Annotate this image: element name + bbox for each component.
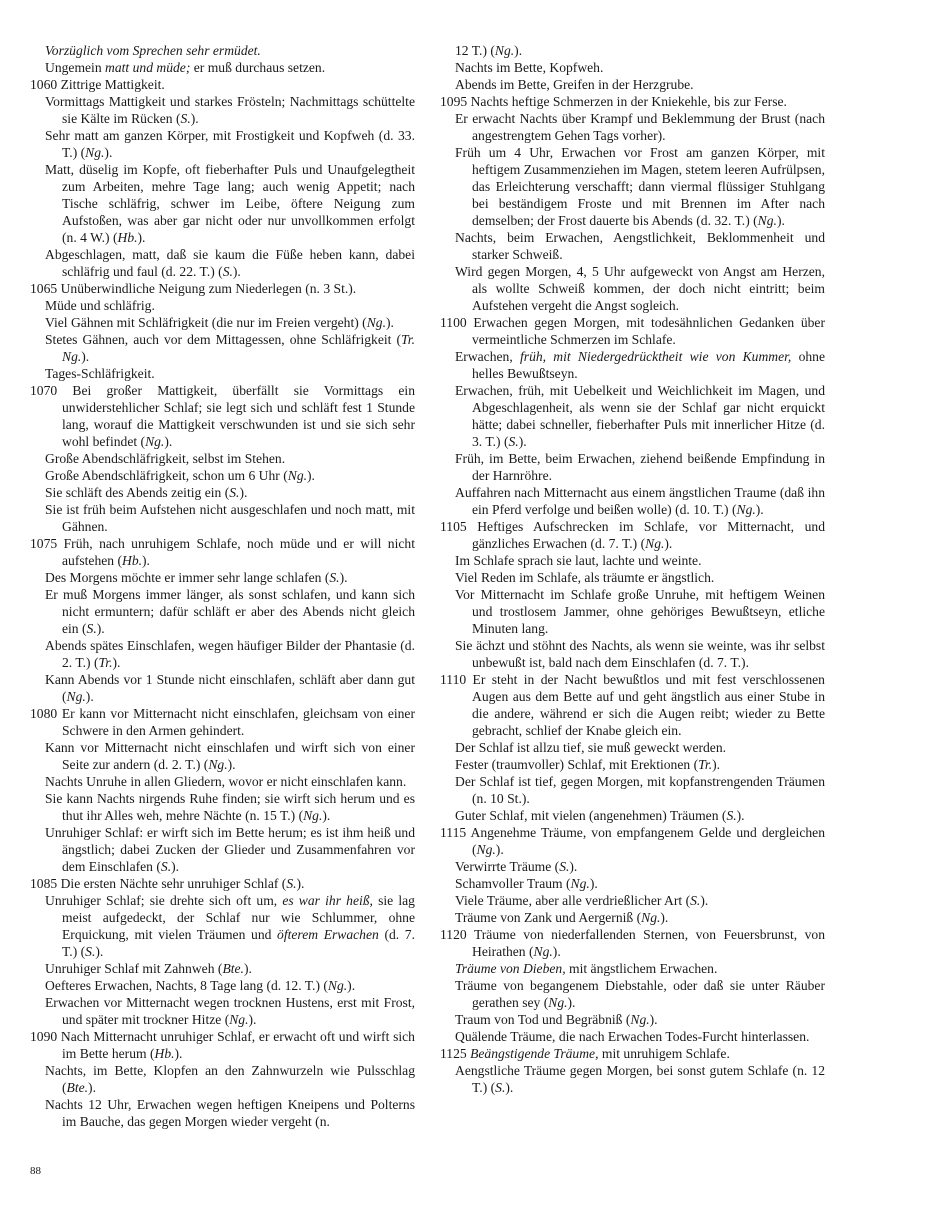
- symptom-entry: [30, 76, 415, 93]
- entry-text-italic: Ng.: [757, 213, 777, 228]
- entry-text: Wird gegen Morgen, 4, 5 Uhr aufgeweckt von Angst am Herzen, als wollte Schweiß kommen, der doch nicht eintritt; beim Aufstehen vergeht die Angst sogleich.: [455, 264, 825, 313]
- entry-text-italic: S.: [286, 876, 297, 891]
- entry-text: Traum von Tod und Begräbniß (: [455, 1012, 631, 1027]
- entry-text-italic: Ng.: [645, 536, 665, 551]
- symptom-entry: [440, 739, 825, 756]
- symptom-entry: [30, 994, 415, 1028]
- entry-text: Ungemein: [45, 60, 106, 75]
- symptom-entry: [440, 824, 825, 858]
- entry-text: Vor Mitternacht im Schlafe große Unruhe, mit heftigem Weinen und trostlosem Jammer, ohne gehöriges Bewußtseyn, etliche Minuten lang.: [455, 587, 825, 636]
- entry-text: ).: [142, 553, 150, 568]
- symptom-entry: [30, 875, 415, 892]
- symptom-entry: [30, 705, 415, 739]
- entry-text: ohne helles Bewußtseyn.: [472, 349, 826, 381]
- entry-text: Große Abendschläfrigkeit, selbst im Stehen.: [45, 451, 286, 466]
- entry-text-italic: S.: [222, 264, 233, 279]
- symptom-entry: [30, 535, 415, 569]
- entry-text: 12 T.) (: [455, 43, 495, 58]
- entry-text: Aengstliche Träume gegen Morgen, bei sonst gutem Schlafe (n. 12 T.) (: [455, 1063, 825, 1095]
- entry-text: ).: [232, 264, 241, 279]
- symptom-entry: [440, 382, 825, 450]
- symptom-entry: [440, 144, 825, 229]
- entry-text: Unüberwindliche Neigung zum Niederlegen (n. 3 St.).: [60, 281, 357, 296]
- symptom-entry: [30, 977, 415, 994]
- entry-text: Nachts, im Bette, Klopfen an den Zahnwurzeln wie Pulsschlag (: [45, 1063, 415, 1095]
- entry-text: Matt, düselig im Kopfe, oft fieberhafter Puls und Unaufgelegtheit zum Arbeiten, mehre Tage lang; auch wenig Appetit; nach Tische schläfrig, schwer im Leibe, öftere Neigung zum Aufstoßen, was aber gar nicht oder nur unvollkommen erfolgt (n. 4 W.) (: [45, 162, 415, 245]
- symptom-entry: [30, 42, 415, 59]
- entry-number: 1100: [440, 315, 467, 330]
- symptom-entry: [440, 756, 825, 773]
- entry-number: 1075: [30, 536, 58, 551]
- entry-text: Die ersten Nächte sehr unruhiger Schlaf (: [60, 876, 287, 891]
- entry-text: Im Schlafe sprach sie laut, lachte und weinte.: [455, 553, 702, 568]
- entry-number: 1085: [30, 876, 58, 891]
- entry-text-italic: früh, mit Niedergedrücktheit wie von Kummer,: [520, 349, 792, 364]
- symptom-entry: [30, 501, 415, 535]
- entry-text: Nach Mitternacht unruhiger Schlaf, er erwacht oft und wirft sich im Bette herum (: [60, 1029, 415, 1061]
- symptom-entry: [440, 807, 825, 824]
- entry-text: Nachts im Bette, Kopfweh.: [455, 60, 604, 75]
- symptom-entry: [30, 450, 415, 467]
- entry-text: Abgeschlagen, matt, daß sie kaum die Füße heben kann, dabei schläfrig und faul (d. 22. T.) (: [45, 247, 415, 279]
- symptom-entry: [440, 960, 825, 977]
- entry-text: ).: [88, 1080, 96, 1095]
- entry-text: mit ängstlichem Erwachen.: [565, 961, 718, 976]
- entry-text: ).: [736, 808, 745, 823]
- entry-number: 1095: [440, 94, 468, 109]
- entry-text: Nachts, beim Erwachen, Aengstlichkeit, Beklommenheit und starker Schweiß.: [455, 230, 825, 262]
- entry-text-italic: Ng.: [641, 910, 661, 925]
- entry-text: ).: [307, 468, 315, 483]
- entry-text: Nachts 12 Uhr, Erwachen wegen heftigen Kneipens und Polterns im Bauche, das gegen Morgen wieder vergeht (n.: [45, 1097, 415, 1129]
- entry-text-italic: S.: [85, 944, 96, 959]
- symptom-entry: [440, 484, 825, 518]
- entry-text: Kann vor Mitternacht nicht einschlafen und wirft sich von einer Seite zur andern (d. 2. T.) (: [45, 740, 415, 772]
- entry-text: Des Morgens möchte er immer sehr lange schlafen (: [45, 570, 330, 585]
- entry-text-italic: es war ihr heiß,: [282, 893, 373, 908]
- entry-text: ).: [712, 757, 721, 772]
- entry-text: ).: [164, 434, 173, 449]
- page-number: 88: [30, 1165, 41, 1177]
- entry-text-italic: öfterem Erwachen: [277, 927, 379, 942]
- entry-text: ).: [104, 145, 113, 160]
- symptom-entry: [30, 1028, 415, 1062]
- entry-text: ).: [248, 1012, 257, 1027]
- entry-text: (d. 7. T.) (: [62, 927, 416, 959]
- entry-text: Viel Gähnen mit Schläfrigkeit (die nur im Freien vergeht) (: [45, 315, 367, 330]
- entry-text: Er muß Morgens immer länger, als sonst schlafen, und kann sich nicht ermuntern; dafür schläft er aber des Abends nicht gleich ein (: [45, 587, 415, 636]
- entry-text: Müde und schläfrig.: [45, 298, 155, 313]
- entry-text-italic: Ng.: [145, 434, 165, 449]
- entry-number: 1125: [440, 1046, 467, 1061]
- symptom-entry: [30, 161, 415, 246]
- symptom-entry: [30, 59, 415, 76]
- entry-text: ).: [569, 859, 578, 874]
- entry-text: ).: [174, 1046, 183, 1061]
- entry-text: Oefteres Erwachen, Nachts, 8 Tage lang (d. 12. T.) (: [45, 978, 328, 993]
- entry-text-italic: S.: [559, 859, 570, 874]
- entry-text-italic: Träume von Dieben,: [455, 961, 566, 976]
- entry-text-italic: Bte.: [222, 961, 244, 976]
- symptom-entry: [440, 229, 825, 263]
- entry-text-italic: matt und müde;: [105, 60, 191, 75]
- entry-text-italic: Ng.: [548, 995, 568, 1010]
- entry-text: Sehr matt am ganzen Körper, mit Frostigkeit und Kopfweh (d. 33. T.) (: [45, 128, 415, 160]
- entry-text-italic: Ng.: [570, 876, 590, 891]
- entry-text-italic: Ng.: [630, 1012, 650, 1027]
- symptom-entry: [440, 569, 825, 586]
- symptom-entry: [440, 110, 825, 144]
- entry-text: Heftiges Aufschrecken im Schlafe, vor Mitternacht, und gänzliches Erwachen (d. 7. T.) (: [472, 519, 825, 551]
- entry-text-italic: S.: [160, 859, 172, 874]
- entry-text-italic: Ng.: [66, 689, 86, 704]
- entry-text-italic: Ng.: [85, 145, 105, 160]
- symptom-entry: [440, 42, 825, 59]
- entry-text: ).: [660, 910, 669, 925]
- entry-text: ).: [664, 536, 673, 551]
- entry-text: Stetes Gähnen, auch vor dem Mittagessen, ohne Schläfrigkeit (: [45, 332, 401, 347]
- entry-text-italic: Ng.: [208, 757, 228, 772]
- symptom-entry: [440, 76, 825, 93]
- symptom-entry: [30, 586, 415, 637]
- entry-text: ).: [190, 111, 199, 126]
- symptom-entry: [440, 552, 825, 569]
- symptom-entry: [30, 467, 415, 484]
- entry-text: Nachts Unruhe in allen Gliedern, wovor er nicht einschlafen kann.: [45, 774, 407, 789]
- entry-text-italic: Bte.: [66, 1080, 89, 1095]
- entry-text: Unruhiger Schlaf; sie drehte sich oft um,: [45, 893, 283, 908]
- entry-text: Schamvoller Traum (: [455, 876, 571, 891]
- symptom-entry: [30, 297, 415, 314]
- entry-text: ).: [85, 689, 94, 704]
- entry-text: Erwachen, früh, mit Uebelkeit und Weichlichkeit im Magen, und Abgeschlagenheit, als wenn sie der Schlaf gar nicht erquickt hätte; dabei schneller, fieberhafter Puls mit innerlicher Hitze (d. 3. T.) (: [455, 383, 825, 449]
- entry-text-italic: S.: [229, 485, 240, 500]
- entry-text: Kann Abends vor 1 Stunde nicht einschlafen, schläft aber dann gut (: [45, 672, 415, 704]
- entry-text: ).: [518, 434, 527, 449]
- symptom-entry: [440, 909, 825, 926]
- entry-text: Unruhiger Schlaf: er wirft sich im Bette herum; es ist ihm heiß und ängstlich; dabei Zucken der Glieder und Zusammenfahren vor dem Einschlafen (: [45, 825, 415, 874]
- symptom-entry: [440, 314, 825, 348]
- entry-text: ).: [505, 1080, 514, 1095]
- symptom-entry: [30, 1062, 415, 1096]
- entry-text: ).: [700, 893, 709, 908]
- entry-text: ).: [514, 43, 523, 58]
- symptom-entry: [440, 637, 825, 671]
- symptom-entry: [440, 263, 825, 314]
- entry-text: Träume von niederfallenden Sternen, von Feuersbrunst, von Heirathen (: [472, 927, 826, 959]
- entry-text-italic: Ng.: [287, 468, 308, 483]
- symptom-entry: [440, 1028, 825, 1045]
- symptom-entry: [440, 875, 825, 892]
- entry-text: ).: [137, 230, 146, 245]
- entry-text: Viel Reden im Schlafe, als träumte er ängstlich.: [455, 570, 715, 585]
- entry-text: ).: [239, 485, 248, 500]
- entry-text: ).: [552, 944, 561, 959]
- entry-text: ).: [347, 978, 356, 993]
- entry-text: Erwachen vor Mitternacht wegen trocknen Hustens, erst mit Frost, und später mit trockner Hitze (: [45, 995, 415, 1027]
- symptom-entry: [30, 365, 415, 382]
- entry-text: ).: [339, 570, 348, 585]
- entry-number: 1070: [30, 383, 58, 398]
- entry-text: ).: [495, 842, 504, 857]
- entry-text: Fester (traumvoller) Schlaf, mit Erektionen (: [455, 757, 699, 772]
- entry-text: ).: [776, 213, 785, 228]
- symptom-entry: [30, 790, 415, 824]
- symptom-entry: [440, 1062, 825, 1096]
- entry-number: 1080: [30, 706, 58, 721]
- entry-text-italic: Hb.: [122, 553, 143, 568]
- entry-text-italic: Ng.: [533, 944, 553, 959]
- entry-text: ).: [755, 502, 764, 517]
- symptom-entry: [440, 586, 825, 637]
- entry-text-italic: S.: [86, 621, 97, 636]
- entry-text: Sie ächzt und stöhnt des Nachts, als wenn sie weinte, was ihr selbst unbewußt ist, bald nach dem Einschlafen (d. 7. T.).: [455, 638, 825, 670]
- entry-text: Vormittags Mattigkeit und starkes Frösteln; Nachmittags schüttelte sie Kälte im Rücken (: [45, 94, 415, 126]
- entry-text: Der Schlaf ist allzu tief, sie muß geweckt werden.: [455, 740, 727, 755]
- entry-number: 1115: [440, 825, 467, 840]
- entry-text: ).: [296, 876, 305, 891]
- entry-text: Er erwacht Nachts über Krampf und Beklemmung der Brust (nach angestrengtem Gehen Tags vorher).: [455, 111, 825, 143]
- entry-text: Auffahren nach Mitternacht aus einem ängstlichen Traume (daß ihn ein Pferd verfolge und beißen wolle) (d. 10. T.) (: [455, 485, 825, 517]
- entry-text-italic: Tr. Ng.: [62, 332, 415, 364]
- entry-text: ).: [589, 876, 598, 891]
- symptom-entry: [440, 892, 825, 909]
- entry-text: Er kann vor Mitternacht nicht einschlafen, gleichsam von einer Schwere in den Armen gehindert.: [61, 706, 415, 738]
- symptom-entry: [440, 773, 825, 807]
- symptom-entry: [440, 671, 825, 739]
- symptom-entry: [30, 671, 415, 705]
- left-column: [30, 42, 415, 1130]
- entry-text: Guter Schlaf, mit vielen (angenehmen) Träumen (: [455, 808, 727, 823]
- symptom-entry: [30, 569, 415, 586]
- entry-text: ).: [243, 961, 252, 976]
- right-column: [440, 42, 825, 1096]
- entry-text-italic: Ng.: [366, 315, 386, 330]
- symptom-entry: [30, 280, 415, 297]
- symptom-entry: [30, 960, 415, 977]
- entry-text: Sie schläft des Abends zeitig ein (: [45, 485, 230, 500]
- symptom-entry: [30, 382, 415, 450]
- entry-text: Er steht in der Nacht bewußtlos und mit fest verschlossenen Augen aus dem Bette auf und geht ängstlich aus einer Stube in die andere, während er sich die Augen reibt; wieder zu Bette gebracht, schlief der Knabe gleich ein.: [472, 672, 825, 738]
- entry-text: ).: [96, 621, 105, 636]
- entry-text-italic: Hb.: [117, 230, 138, 245]
- entry-text: Unruhiger Schlaf mit Zahnweh (: [45, 961, 223, 976]
- entry-text-italic: Beängstigende Träume,: [470, 1046, 599, 1061]
- entry-text: sie lag meist aufgedeckt, der Schlaf nur wie Schlummer, ohne Erquickung, mit vielen Träumen und: [62, 893, 415, 942]
- symptom-entry: [30, 637, 415, 671]
- symptom-entry: [440, 348, 825, 382]
- symptom-entry: [440, 518, 825, 552]
- entry-text-italic: Ng.: [494, 43, 515, 58]
- entry-text-italic: Tr.: [698, 757, 713, 772]
- entry-text-italic: S.: [690, 893, 701, 908]
- entry-text: Bei großer Mattigkeit, überfällt sie Vormittags ein unwiderstehlicher Schlaf; sie legt sich und schläft fest 1 Stunde lang, worauf die Mattigkeit verschwunden ist und sie sich sehr wohl befindet (: [62, 383, 415, 449]
- entry-text: Nachts heftige Schmerzen in der Kniekehle, bis zur Ferse.: [470, 94, 787, 109]
- entry-number: 1110: [440, 672, 467, 687]
- entry-text: Erwachen,: [455, 349, 520, 364]
- entry-text-italic: Vorzüglich vom Sprechen sehr ermüdet.: [45, 43, 261, 58]
- entry-text-italic: Ng.: [476, 842, 496, 857]
- symptom-entry: [30, 1096, 415, 1130]
- entry-text: Der Schlaf ist tief, gegen Morgen, mit kopfanstrengenden Träumen (n. 10 St.).: [455, 774, 825, 806]
- symptom-entry: [440, 1011, 825, 1028]
- symptom-entry: [30, 484, 415, 501]
- symptom-entry: [440, 1045, 825, 1062]
- entry-text: Abends im Bette, Greifen in der Herzgrube.: [455, 77, 694, 92]
- entry-text: ).: [81, 349, 90, 364]
- entry-text: Erwachen gegen Morgen, mit todesähnlichen Gedanken über vermeintliche Schmerzen im Schlafe.: [472, 315, 825, 347]
- entry-text-italic: Hb.: [154, 1046, 175, 1061]
- entry-text-italic: Ng.: [327, 978, 348, 993]
- entry-text: Tages-Schläfrigkeit.: [45, 366, 155, 381]
- entry-text: ).: [385, 315, 394, 330]
- entry-text: ).: [567, 995, 576, 1010]
- symptom-entry: [30, 246, 415, 280]
- symptom-entry: [440, 59, 825, 76]
- entry-text-italic: S.: [495, 1080, 506, 1095]
- entry-text-italic: S.: [508, 434, 519, 449]
- entry-text: ).: [322, 808, 331, 823]
- entry-text: Sie ist früh beim Aufstehen nicht ausgeschlafen und noch matt, mit Gähnen.: [45, 502, 415, 534]
- entry-text: ).: [171, 859, 180, 874]
- entry-text: Sie kann Nachts nirgends Ruhe finden; sie wirft sich herum und es thut ihr Alles weh, mehre Nächte (n. 15 T.) (: [45, 791, 415, 823]
- entry-text-italic: S.: [329, 570, 340, 585]
- entry-number: 1120: [440, 927, 467, 942]
- entry-number: 1060: [30, 77, 58, 92]
- entry-text: Verwirrte Träume (: [455, 859, 560, 874]
- entry-text: ).: [112, 655, 121, 670]
- symptom-entry: [440, 450, 825, 484]
- entry-text: Angenehme Träume, von empfangenem Gelde und dergleichen (: [470, 825, 825, 857]
- entry-text-italic: S.: [726, 808, 737, 823]
- symptom-entry: [30, 331, 415, 365]
- entry-text-italic: Ng.: [736, 502, 756, 517]
- entry-text-italic: Tr.: [98, 655, 113, 670]
- entry-text: ).: [227, 757, 236, 772]
- entry-text: Abends spätes Einschlafen, wegen häufiger Bilder der Phantasie (d. 2. T.) (: [45, 638, 415, 670]
- entry-text: Träume von Zank und Aergerniß (: [455, 910, 642, 925]
- symptom-entry: [440, 926, 825, 960]
- entry-text: ).: [95, 944, 104, 959]
- entry-number: 1065: [30, 281, 58, 296]
- entry-text-italic: Ng.: [303, 808, 323, 823]
- entry-text: Zittrige Mattigkeit.: [60, 77, 165, 92]
- entry-text: Quälende Träume, die nach Erwachen Todes-Furcht hinterlassen.: [455, 1029, 810, 1044]
- symptom-entry: [440, 93, 825, 110]
- entry-text: mit unruhigem Schlafe.: [598, 1046, 730, 1061]
- entry-text: Früh um 4 Uhr, Erwachen vor Frost am ganzen Körper, mit heftigem Zusammenziehen im Magen, stetem leeren Aufrülpsen, das Erleichterung verschafft; dann viermal flüssiger Stuhlgang bei beständigem Froste und mit Brennen im After nach demselben; der Frost dauerte bis Abends (d. 32. T.) (: [455, 145, 825, 228]
- entry-text: Große Abendschläfrigkeit, schon um 6 Uhr (: [45, 468, 288, 483]
- symptom-entry: [30, 773, 415, 790]
- symptom-entry: [30, 739, 415, 773]
- entry-text: er muß durchaus setzen.: [190, 60, 326, 75]
- entry-number: 1105: [440, 519, 467, 534]
- entry-text: Früh, im Bette, beim Erwachen, ziehend beißende Empfindung in der Harnröhre.: [455, 451, 825, 483]
- symptom-entry: [30, 824, 415, 875]
- symptom-entry: [30, 127, 415, 161]
- entry-number: 1090: [30, 1029, 58, 1044]
- entry-text: Träume von begangenem Diebstahle, oder daß sie unter Räuber gerathen sey (: [455, 978, 825, 1010]
- entry-text: Viele Träume, aber alle verdrießlicher Art (: [455, 893, 691, 908]
- symptom-entry: [30, 93, 415, 127]
- entry-text: ).: [649, 1012, 658, 1027]
- symptom-entry: [30, 892, 415, 960]
- symptom-entry: [440, 858, 825, 875]
- entry-text: Früh, nach unruhigem Schlafe, noch müde und er will nicht aufstehen (: [62, 536, 415, 568]
- symptom-entry: [30, 314, 415, 331]
- entry-text-italic: S.: [180, 111, 191, 126]
- symptom-entry: [440, 977, 825, 1011]
- entry-text-italic: Ng.: [229, 1012, 249, 1027]
